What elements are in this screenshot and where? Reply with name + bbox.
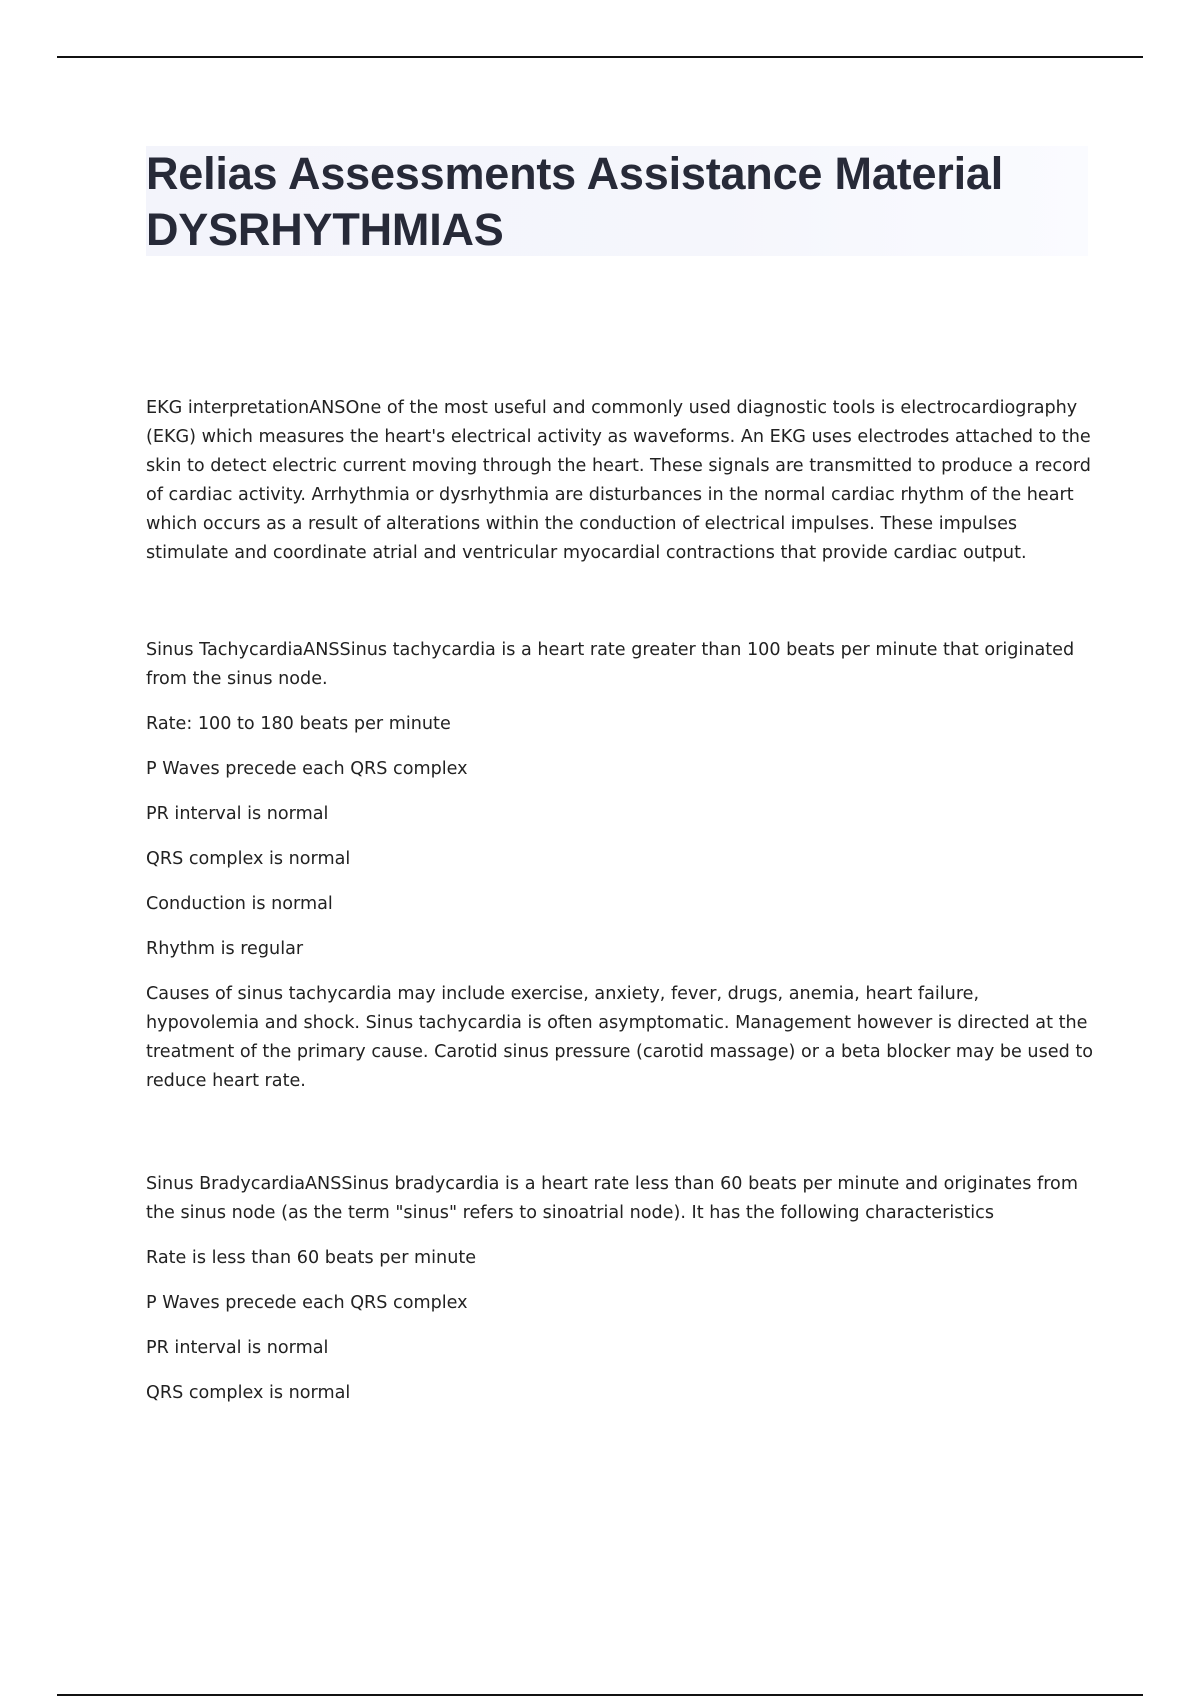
document-body [146, 394, 1096, 1424]
title-line-2: DYSRHYTHMIAS [146, 204, 504, 255]
tachy-item: Rhythm is regular [146, 939, 304, 959]
tachy-intro: Sinus TachycardiaANSSinus tachycardia is a heart rate greater than 100 beats per minute that originated from the sinus node. [146, 640, 1075, 689]
bottom-rule [57, 1694, 1143, 1696]
section-spacer [146, 1112, 1096, 1170]
section-spacer [146, 584, 1096, 636]
tachy-causes: Causes of sinus tachycardia may include exercise, anxiety, fever, drugs, anemia, heart failure, hypovolemia and shock. Sinus tachycardia is often asymptomatic. Management however is directed at the treatment of the primary cause. Carotid sinus pressure (carotid massage) or a beta blocker may be used to reduce heart rate. [146, 984, 1093, 1091]
tachy-item: Conduction is normal [146, 894, 333, 914]
document-title [146, 146, 1088, 258]
brady-intro: Sinus BradycardiaANSSinus bradycardia is a heart rate less than 60 beats per minute and originates from the sinus node (as the term "sinus" refers to sinoatrial node). It has the following characteristics [146, 1174, 1078, 1223]
tachy-item: QRS complex is normal [146, 849, 351, 869]
brady-item: QRS complex is normal [146, 1383, 351, 1403]
tachy-item: PR interval is normal [146, 804, 329, 824]
brady-item: PR interval is normal [146, 1338, 329, 1358]
brady-item: P Waves precede each QRS complex [146, 1293, 468, 1313]
title-line-1: Relias Assessments Assistance Material [146, 148, 1004, 199]
ekg-paragraph: EKG interpretationANSOne of the most useful and commonly used diagnostic tools is electrocardiography (EKG) which measures the heart's electrical activity as waveforms. An EKG uses electrodes attached to the skin to detect electric current moving through the heart. These signals are transmitted to produce a record of cardiac activity. Arrhythmia or dysrhythmia are disturbances in the normal cardiac rhythm of the heart which occurs as a result of alterations within the conduction of electrical impulses. These impulses stimulate and coordinate atrial and ventricular myocardial contractions that provide cardiac output. [146, 398, 1091, 563]
brady-item: Rate is less than 60 beats per minute [146, 1248, 477, 1268]
tachy-item: P Waves precede each QRS complex [146, 759, 468, 779]
title-block [146, 146, 1088, 256]
tachy-item: Rate: 100 to 180 beats per minute [146, 714, 451, 734]
top-rule [57, 56, 1143, 58]
